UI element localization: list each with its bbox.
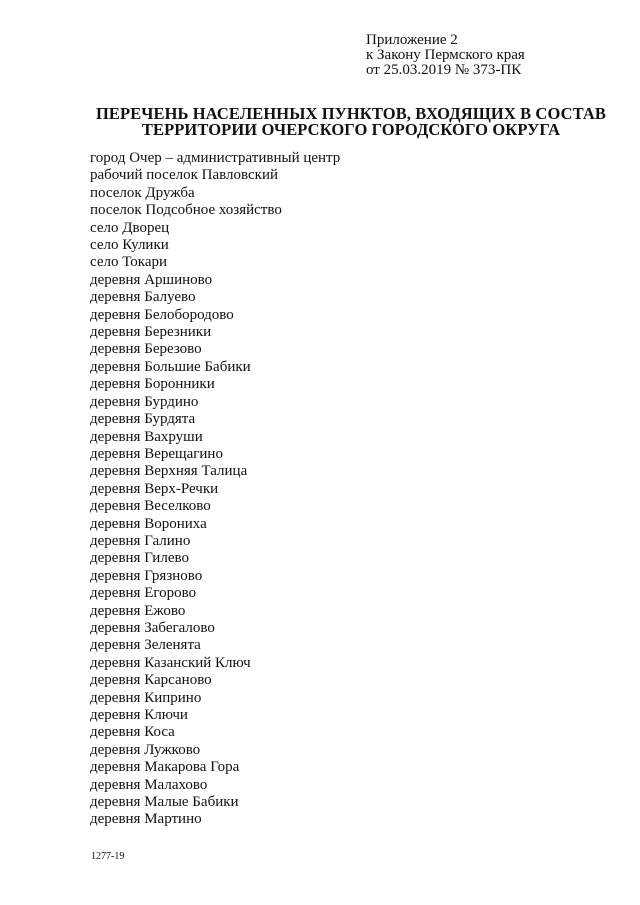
- settlement-item: деревня Лужково: [90, 741, 201, 758]
- settlement-item: деревня Аршиново: [90, 271, 213, 288]
- settlement-item: село Кулики: [90, 237, 169, 254]
- settlement-item: село Дворец: [90, 219, 170, 236]
- settlement-item: деревня Березово: [90, 341, 202, 358]
- document-code: 1277-19: [91, 851, 125, 862]
- settlement-item: деревня Гилево: [90, 550, 189, 567]
- settlement-item: деревня Коса: [90, 724, 175, 741]
- settlement-item: деревня Бурдята: [90, 411, 196, 428]
- settlement-item: рабочий поселок Павловский: [90, 167, 279, 184]
- settlement-item: село Токари: [90, 254, 168, 271]
- title-line-1: ПЕРЕЧЕНЬ НАСЕЛЕННЫХ ПУНКТОВ, ВХОДЯЩИХ В СОСТАВ: [95, 104, 607, 123]
- settlement-item: деревня Ежово: [90, 602, 186, 619]
- settlement-item: деревня Ворониха: [90, 515, 207, 532]
- settlement-item: деревня Грязново: [90, 567, 203, 584]
- settlement-item: деревня Мартино: [90, 811, 202, 828]
- settlement-item: город Очер – административный центр: [90, 150, 341, 166]
- settlement-item: деревня Вахруши: [90, 428, 203, 445]
- settlement-item: деревня Казанский Ключ: [90, 654, 251, 671]
- settlement-item: поселок Подсобное хозяйство: [90, 202, 282, 219]
- settlement-item: деревня Балуево: [90, 289, 196, 306]
- settlement-item: деревня Галино: [90, 532, 191, 549]
- settlement-item: деревня Боронники: [90, 376, 215, 393]
- appendix-header: [366, 33, 525, 78]
- settlement-item: деревня Ключи: [90, 707, 188, 723]
- settlement-item: деревня Зеленята: [90, 637, 201, 654]
- settlement-item: деревня Малахово: [90, 776, 208, 793]
- settlement-item: деревня Верещагино: [90, 445, 223, 462]
- title-line-2: ТЕРРИТОРИИ ОЧЕРСКОГО ГОРОДСКОГО ОКРУГА: [141, 120, 561, 139]
- appendix-number: Приложение 2: [366, 32, 458, 48]
- settlement-item: деревня Верх-Речки: [90, 480, 219, 497]
- settlement-item: поселок Дружба: [90, 184, 195, 201]
- document-title: [70, 106, 632, 138]
- settlement-item: деревня Большие Бабики: [90, 358, 251, 375]
- settlement-item: деревня Киприно: [90, 689, 202, 706]
- settlement-item: деревня Забегалово: [90, 619, 215, 636]
- settlement-item: деревня Егорово: [90, 585, 197, 602]
- settlement-item: деревня Березники: [90, 324, 212, 341]
- settlement-item: деревня Бурдино: [90, 393, 199, 410]
- appendix-law-date: от 25.03.2019 № 373-ПК: [366, 62, 522, 78]
- settlement-item: деревня Верхняя Талица: [90, 463, 248, 480]
- settlement-item: деревня Макарова Гора: [90, 759, 240, 776]
- settlement-list: [90, 150, 340, 829]
- appendix-law-reference: к Закону Пермского края: [366, 47, 525, 63]
- settlement-item: деревня Веселково: [90, 498, 211, 515]
- settlement-item: деревня Карсаново: [90, 672, 212, 689]
- settlement-item: деревня Белобородово: [90, 306, 234, 323]
- settlement-item: деревня Малые Бабики: [90, 794, 239, 811]
